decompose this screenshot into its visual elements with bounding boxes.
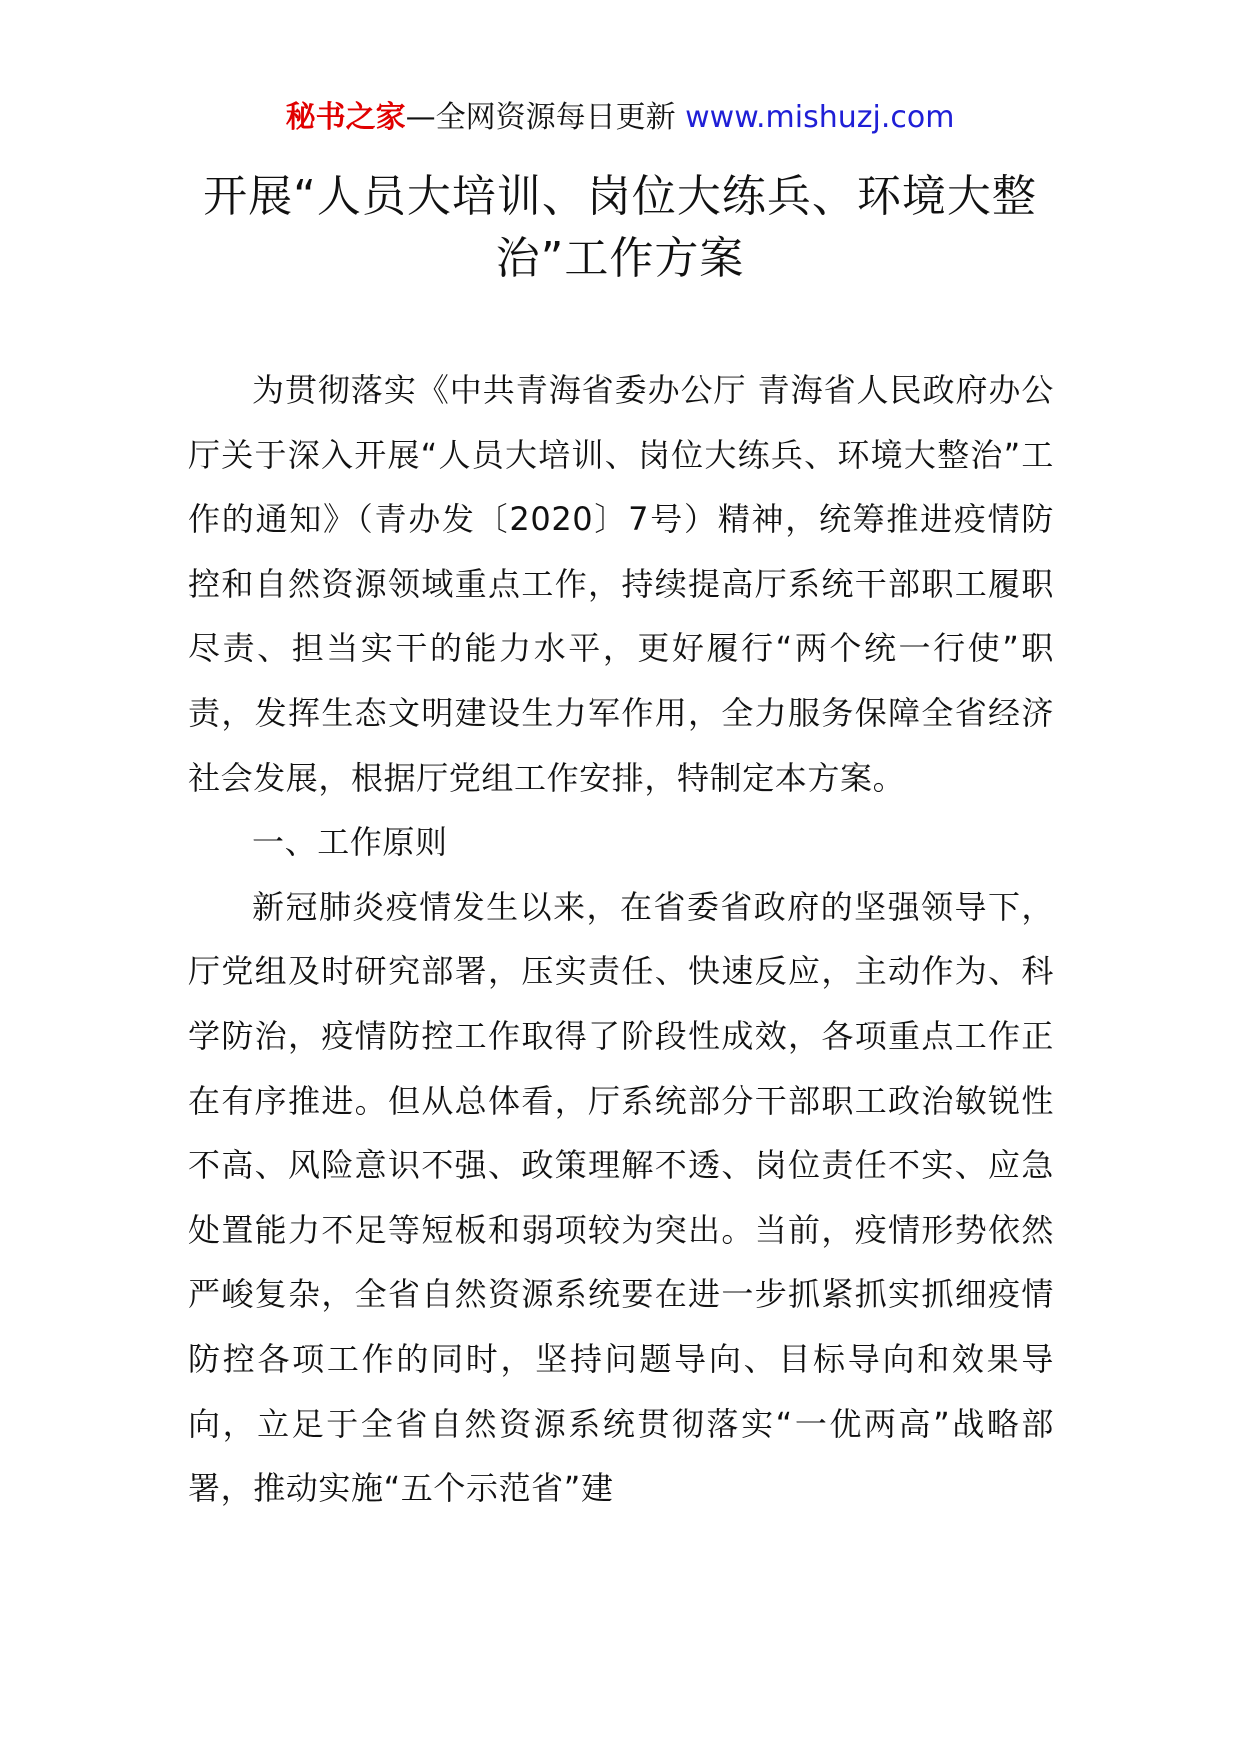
brand-name: 秘书之家 (285, 100, 406, 135)
intro-paragraph: 为贯彻落实《中共青海省委办公厅 青海省人民政府办公厅关于深入开展“人员大培训、岗位大练兵、环境大整治”工作的通知》（青办发〔2020〕7号）精神，统筹推进疫情防控和自然资源领域重点工作，持续提高厅系统干部职工履职尽责、担当实干的能力水平，更好履行“两个统一行使”职责，发挥生态文明建设生力军作用，全力服务保障全省经济社会发展，根据厅党组工作安排，特制定本方案。 (188, 371, 1054, 797)
header-tagline: —全网资源每日更新 (405, 100, 686, 135)
site-header (0, 98, 1240, 138)
principles-paragraph: 新冠肺炎疫情发生以来，在省委省政府的坚强领导下，厅党组及时研究部署，压实责任、快速反应，主动作为、科学防治，疫情防控工作取得了阶段性成效，各项重点工作正在有序推进。但从总体看，厅系统部分干部职工政治敏锐性不高、风险意识不强、政策理解不透、岗位责任不实、应急处置能力不足等短板和弱项较为突出。当前，疫情形势依然严峻复杂，全省自然资源系统要在进一步抓紧抓实抓细疫情防控各项工作的同时，坚持问题导向、目标导向和效果导向，立足于全省自然资源系统贯彻落实“一优两高”战略部署，推动实施“五个示范省”建 (188, 887, 1054, 1508)
site-url-link[interactable]: www.mishuzj.com (685, 100, 955, 135)
document-body (188, 358, 1054, 1521)
section-heading-principles: 一、工作原则 (252, 823, 448, 862)
document-title: 开展“人员大培训、岗位大练兵、环境大整治”工作方案 (203, 171, 1037, 284)
